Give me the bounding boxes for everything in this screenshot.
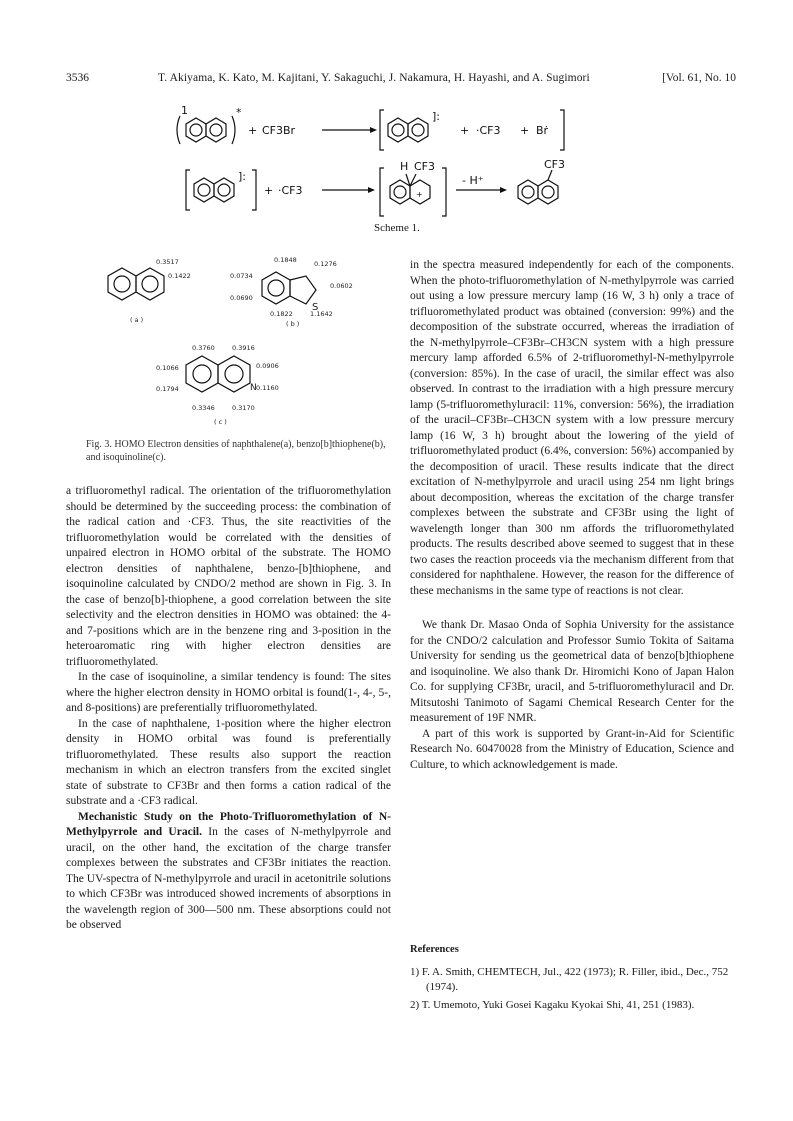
density-value: 0.3517 — [156, 258, 179, 266]
panel-label-b: ( b ) — [286, 320, 300, 328]
density-value: 0.1822 — [270, 310, 293, 318]
journal-volume: [Vol. 61, No. 10 — [662, 72, 736, 84]
paragraph — [66, 810, 391, 934]
figure-3-caption: Fig. 3. HOMO Electron densities of naphthalene(a), benzo[b]thiophene(b), and isoquinoline(c). — [86, 439, 386, 463]
reference-item: 1) F. A. Smith, CHEMTECH, Jul., 422 (1973); R. Filler, ibid., Dec., 752 (1974). — [410, 966, 729, 993]
references-heading: References — [410, 944, 459, 955]
density-value: 0.1160 — [256, 384, 279, 392]
svg-text:+: + — [416, 190, 423, 199]
density-value: 0.0690 — [230, 294, 253, 302]
density-value: 0.1276 — [314, 260, 337, 268]
section-heading: Mechanistic Study on the Photo-Trifluoromethylation of N-Methylpyrrole and Uracil. — [66, 810, 391, 838]
paragraph: a trifluoromethyl radical. The orientation of the trifluoromethylation should be determined by the succeeding process: the combination of the radical cation and ·CF3. Thus, the site reactivities of the trifluoromethylation would be correlated with the densities of unpaired electron in HOMO orbital of the substrate. The HOMO electron densities of naphthalene, benzo-[b]thiophene, and isoquinoline calculated by CNDO/2 method are shown in Fig. 3. In the case of benzo[b]-thiophene, a good correlation between the site selectivity and the electron densities in HOMO was obtained: the 4- and 7-positions which are in the benzene ring and 3-position in the heteroaromatic ring with higher electron densities are trifluoromethylated. — [66, 485, 391, 668]
density-value: 0.1848 — [274, 256, 297, 264]
scheme-1-reaction — [150, 98, 650, 238]
cf3-radical: ·CF3 — [278, 184, 303, 197]
sulfur-atom: S — [312, 302, 319, 313]
paragraph: In the case of naphthalene, 1-position where the higher electron density in HOMO orbital was found is preferentially trifluoromethylated. These results also support the reaction mechanism in which an electron transfers from the excited singlet state of substrate to CF3Br and then forms a cation radical of the substrate and a ·CF3 radical. — [66, 717, 391, 807]
panel-label-c: ( c ) — [214, 418, 227, 426]
cf3-radical: ·CF3 — [476, 124, 501, 137]
plus-sign: + — [460, 124, 470, 137]
benzothiophene-b — [230, 256, 353, 328]
density-value: 0.1422 — [168, 272, 191, 280]
density-value: 0.0906 — [256, 362, 279, 370]
plus-sign: + — [248, 124, 258, 137]
trifluoromethyl-naphthalene — [518, 170, 558, 204]
adduct-cf3: CF3 — [414, 160, 436, 173]
density-value: 0.1794 — [156, 385, 179, 393]
excited-naphthalene — [177, 104, 242, 144]
references — [410, 942, 734, 1016]
density-value: 0.0602 — [330, 282, 353, 290]
left-column — [66, 484, 391, 934]
density-value: 1.1642 — [310, 310, 333, 318]
adduct-hydrogen: H — [400, 160, 409, 173]
author-list: T. Akiyama, K. Kato, M. Kajitani, Y. Sakaguchi, J. Nakamura, H. Hayashi, and A. Sugimori — [158, 72, 590, 84]
product-cf3: CF3 — [544, 158, 566, 171]
density-value: 0.3916 — [232, 344, 255, 352]
excited-star: * — [236, 106, 242, 119]
panel-label-a: ( a ) — [130, 316, 144, 324]
paragraph-text: In the cases of N-methylpyrrole and uracil, on the other hand, the excitation of the charge transfer complexes between the substrates and CF3Br initiates the reaction. The UV-spectra of N-methylpyrrole and uracil in acetonitrile solutions to which CF3Br was introduced showed increments of absorptions in the wavelength region of 300—500 nm. These absorptions could not be observed — [66, 826, 392, 931]
paragraph: in the spectra measured independently for each of the components. When the photo-trifluoromethylation of N-methylpyrrole was carried out using a low pressure mercury lamp (16 W, 3 h) only a trace of trifluoromethylated product was obtained (conversion: 99%) and the decomposition of the substrate occurred, whereas the irradiation of the N-methylpyrrole–CF3Br–CH3CN system with a high pressure mercury lamp afforded 6.5% of 2-trifluoromethyl-N-methylpyrrole (conversion: 85%). In the case of uracil, the similar effect was also observed. In contrast to the irradiation with a high pressure mercury lamp (5-trifluoromethyluracil: 11%, conversion: 56%), the irradiation of the uracil–CF3Br–CH3CN system with a low pressure mercury lamp (16 W, 3 h) brought about the lowering of the yield of trifluoromethylated product (6.4%, conversion: 56%) accompanied by the decomposition of uracil. These results indicate that the direct excitation of N-methylpyrrole and uracil using 254 nm light brings about decomposition, whereas the excitation of the charge transfer complexes between the substrate and CF3Br using the light of wavelength longer than 300 nm affords the trifluoromethylated products. The results described above seemed to suggest that in these two cases the reaction proceeds via the mechanism different from that considered for naphthalene. However, the reason for the difference of these mechanisms in the same type of reactions is not clear. — [410, 259, 734, 597]
bromide-anion: Bṙ — [536, 124, 549, 137]
density-value: 0.1066 — [156, 364, 179, 372]
density-value: 0.3760 — [192, 344, 215, 352]
plus-sign: + — [520, 124, 530, 137]
acknowledgement: A part of this work is supported by Grant-in-Aid for Scientific Research No. 60470028 from the Ministry of Education, Science and Culture, to which acknowledgement is made. — [410, 727, 734, 771]
cf3br-reagent: CF3Br — [262, 124, 296, 137]
density-value: 0.3346 — [192, 404, 215, 412]
proton-loss: - H⁺ — [462, 174, 484, 187]
isoquinoline-c — [156, 344, 279, 426]
singlet-mark: 1 — [181, 104, 188, 117]
reference-item: 2) T. Umemoto, Yuki Gosei Kagaku Kyokai Shi, 41, 251 (1983). — [410, 999, 695, 1011]
radical-cation-mark: ]: — [238, 170, 246, 183]
radical-cation-mark: ]: — [432, 110, 440, 123]
plus-sign: + — [264, 184, 274, 197]
density-value: 0.0734 — [230, 272, 253, 280]
scheme-caption: Scheme 1. — [374, 222, 420, 234]
acknowledgement: We thank Dr. Masao Onda of Sophia University for the assistance for the CNDO/2 calculation and Professor Sumio Tokita of Saitama University for sending us the geometrical data of benzo[b]thiophene and isoquinoline. We also thank Dr. Hiromichi Kono of Japan Halon Co. for supplying CF3Br, uracil, and 5-trifluoromethyluracil and Dr. Mitsutoshi Tanimoto of Sagami Chemical Research Center for the measurement of 19F NMR. — [410, 619, 734, 724]
page-number: 3536 — [66, 72, 89, 84]
naphthalene-a — [108, 258, 191, 324]
figure-3-homo-densities — [86, 250, 386, 438]
nitrogen-atom: N — [250, 383, 257, 393]
paragraph: In the case of isoquinoline, a similar tendency is found: The sites where the higher electron density in HOMO orbital is found(1-, 4-, 5-, and 8-positions) are preferentially trifluoromethylated. — [66, 671, 391, 714]
right-column — [410, 258, 734, 773]
density-value: 0.3170 — [232, 404, 255, 412]
sigma-complex — [390, 174, 430, 204]
